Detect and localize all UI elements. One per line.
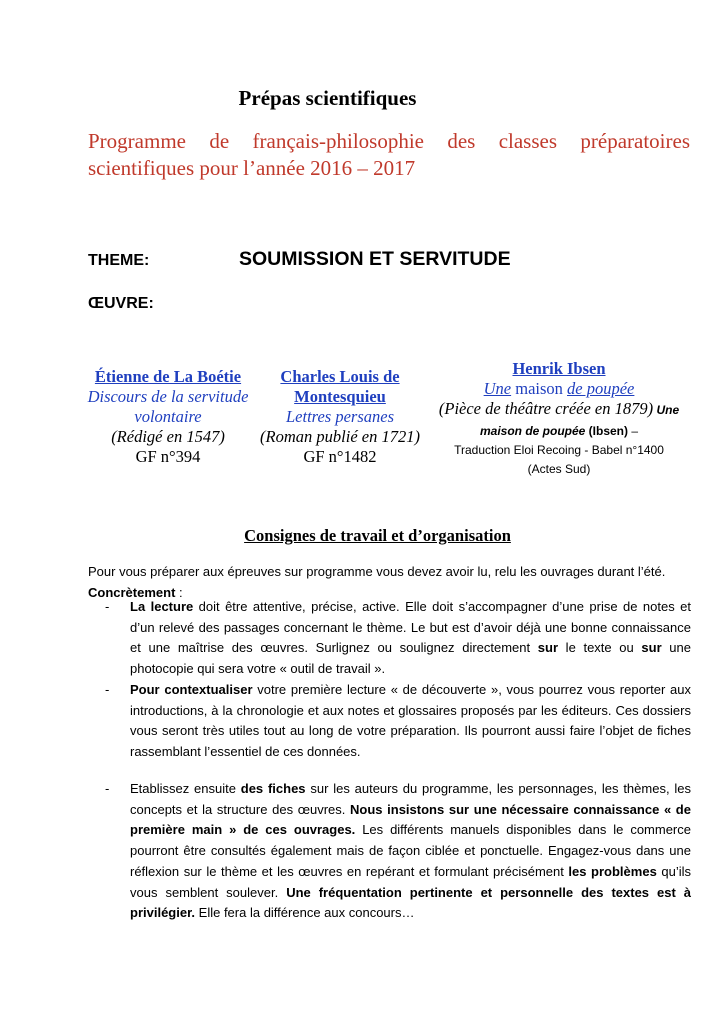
work-title: Discours de la servitude volontaire	[87, 387, 249, 426]
work-column-ibsen	[428, 359, 690, 479]
work-edition: GF n°1482	[303, 447, 377, 466]
oeuvre-label: ŒUVRE:	[88, 295, 154, 312]
work-note: (Roman publié en 1721)	[260, 427, 420, 446]
work-author[interactable]: Henrik Ibsen	[512, 359, 606, 378]
list-item: - Etablissez ensuite des fiches sur les auteurs du programme, les personnages, les thèmes, les concepts et la structure des œuvres. Nous insistons sur une nécessaire connaissance « de première main » de ces ouvrages. Les différents manuels disponibles dans le commerce pourront être consultés également mais de façon ciblée et ponctuelle. Engagez-vous dans une réflexion sur le thème et les œuvres en repérant et formulant précisément les problèmes qu’ils vous semblent soulever. Une fréquentation pertinente et personnelle des textes est à privilégier. Elle fera la différence aux concours…	[105, 781, 692, 921]
page-title: Prépas scientifiques	[238, 86, 417, 110]
work-author[interactable]: Étienne de La Boétie	[94, 367, 242, 386]
section-title: Consignes de travail et d’organisation	[244, 526, 511, 545]
work-column-laboetie	[83, 367, 253, 467]
work-note: (Rédigé en 1547)	[111, 427, 225, 446]
theme-label: THEME:	[88, 252, 150, 269]
work-title: Lettres persanes	[285, 407, 394, 426]
theme-value: SOUMISSION ET SERVITUDE	[239, 248, 511, 270]
concretement-line: Concrètement :	[88, 584, 183, 600]
work-note: (Pièce de théâtre créée en 1879) Une maison de poupée (Ibsen) –	[438, 399, 680, 438]
work-title: Une maison de poupée	[483, 379, 635, 398]
list-item: - Pour contextualiser votre première lecture « de découverte », vous pourrez vous reporter aux introductions, à la chronologie et aux notes et glossaires proposés par les éditeurs. Ces dossiers vous seront très utiles tout au long de votre préparation. Ils pourront aussi faire l’objet de fiches rassemblant l’essentiel de ces données.	[105, 682, 692, 760]
work-translation: Traduction Eloi Recoing - Babel n°1400	[454, 443, 664, 457]
program-title: Programme de français-philosophie des classes préparatoires scientifiques pour l’année 2016 – 2017	[88, 129, 690, 180]
work-publisher: (Actes Sud)	[527, 462, 591, 476]
work-author[interactable]: Charles Louis de Montesquieu	[280, 367, 400, 406]
intro-text: Pour vous préparer aux épreuves sur programme vous devez avoir lu, relu les ouvrages durant l’été.	[88, 564, 666, 579]
work-column-montesquieu	[252, 367, 428, 467]
work-edition: GF n°394	[135, 447, 201, 466]
list-item: - La lecture doit être attentive, précise, active. Elle doit s’accompagner d’une prise de notes et d’un relevé des passages concernant le thème. Le but est d’avoir déjà une bonne connaissance et une maîtrise des œuvres. Surlignez ou soulignez directement sur le texte ou sur une photocopie qui sera votre « outil de travail ».	[105, 599, 692, 677]
